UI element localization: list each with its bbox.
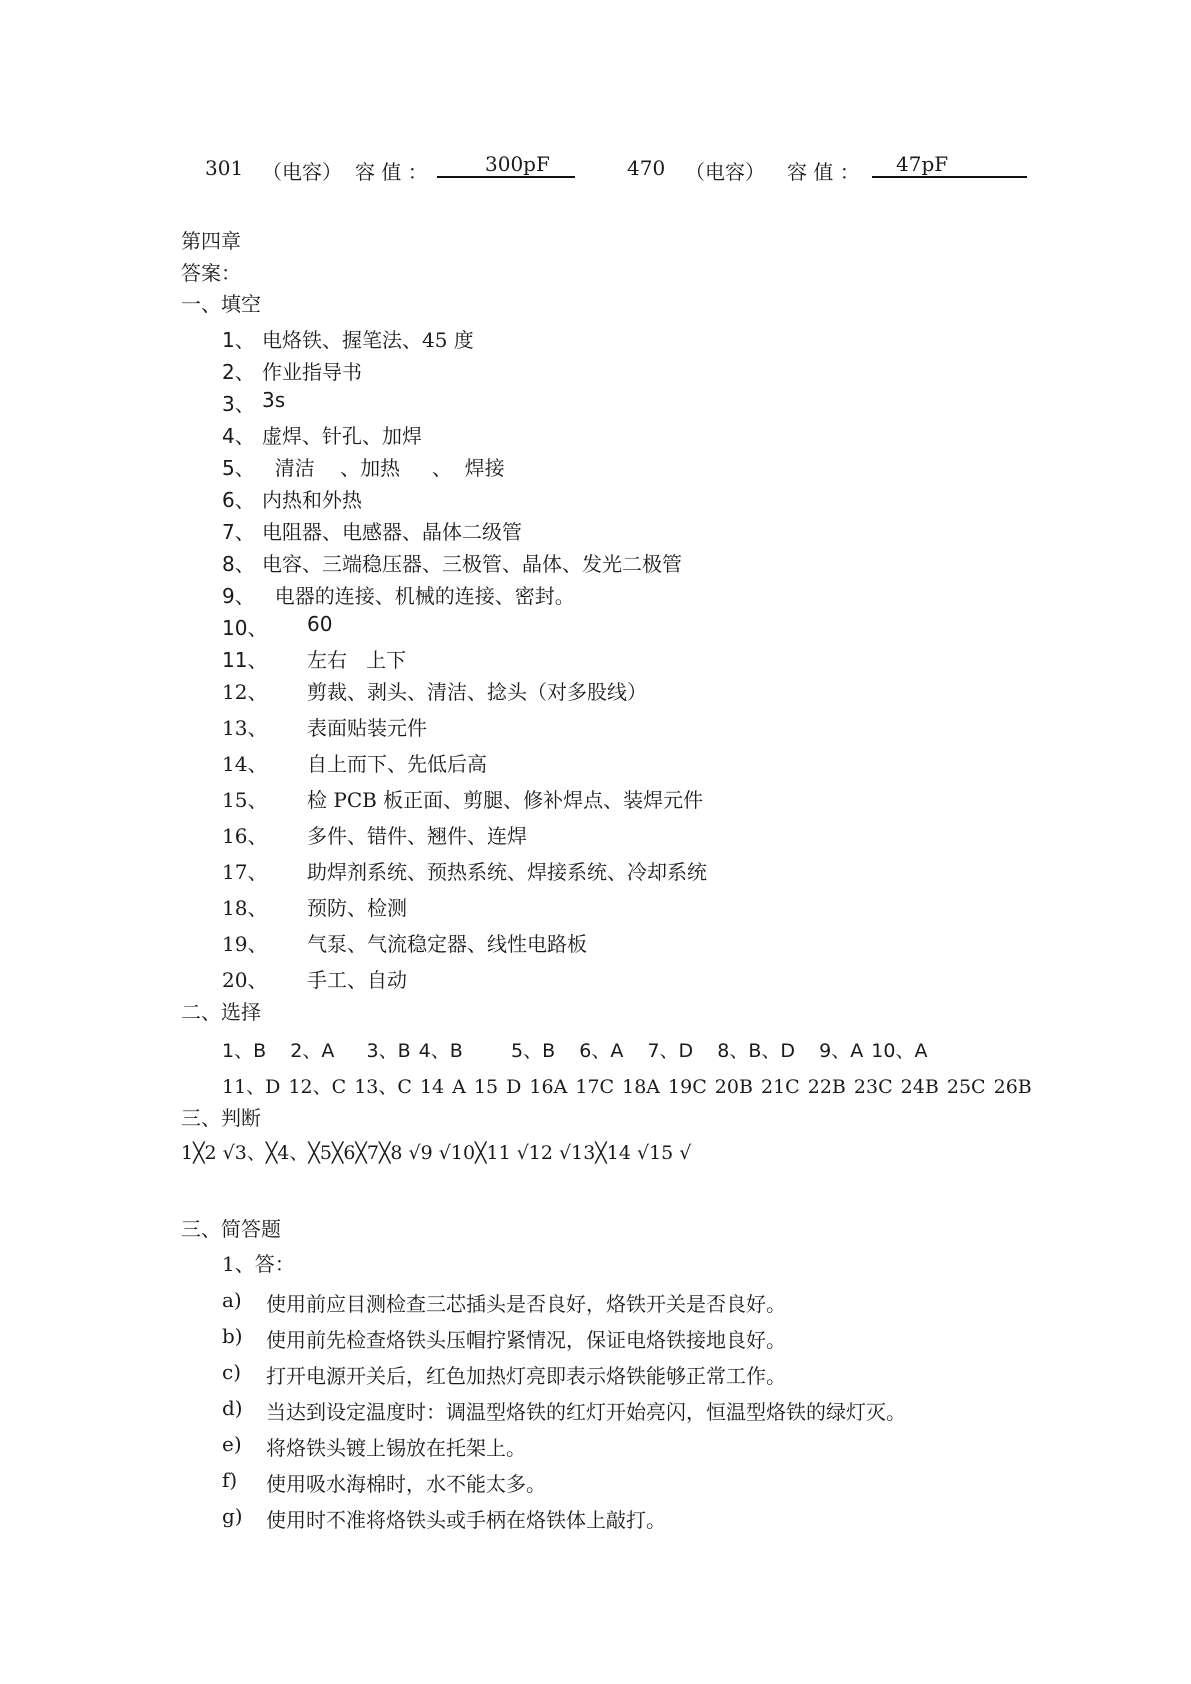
section-judge-title: 三、判断 [181,1106,261,1130]
item-letter: e) [222,1432,242,1456]
item-text: 手工、自动 [307,968,407,992]
capacitor-line [0,152,1191,188]
item-text: 助焊剂系统、预热系统、焊接系统、冷却系统 [307,860,707,884]
item-text: 使用前应目测检查三芯插头是否良好，烙铁开关是否良好。 [266,1292,786,1316]
cap1-code: 301 [205,156,244,180]
item-number: 14、 [222,752,268,776]
choice-answers-line-1: 1、B 2、A 3、B 4、B 5、B 6、A 7、D 8、B、D 9、A 10、A [222,1040,928,1062]
item-number: 4、 [222,424,255,448]
item-text: 电容、三端稳压器、三极管、晶体、发光二极管 [262,552,682,576]
item-number: 19、 [222,932,268,956]
item-text: 左右 上下 [307,648,407,672]
chapter-title: 第四章 [181,229,241,253]
item-letter: g) [222,1504,243,1528]
item-letter: b) [222,1324,243,1348]
list-item [0,784,1191,814]
list-item [0,484,1191,514]
cap2-label: 容 值 ： [787,160,860,184]
list-item [0,356,1191,386]
item-number: 13、 [222,716,268,740]
judge-answers-line: 1╳2 √3、╳4、╳5╳6╳7╳8 √9 √10╳11 √12 √13╳14 √15 √ [181,1142,692,1164]
item-number: 7、 [222,520,255,544]
list-item [0,964,1191,994]
cap1-type: （电容） [262,160,342,184]
list-item [0,548,1191,578]
item-number: 20、 [222,968,268,992]
cap2-value-field [872,152,1027,178]
item-letter: a) [222,1288,242,1312]
list-item [0,820,1191,850]
list-item [0,748,1191,778]
cap2-type: （电容） [685,160,765,184]
item-text: 电阻器、电感器、晶体二级管 [262,520,522,544]
list-item [0,1360,1191,1390]
list-item [0,1288,1191,1318]
item-number: 17、 [222,860,268,884]
answers-label: 答案： [181,261,241,285]
item-number: 12、 [222,680,268,704]
item-text: 气泵、气流稳定器、线性电路板 [307,932,587,956]
item-text: 3s [262,388,286,412]
list-item [0,676,1191,706]
item-number: 6、 [222,488,255,512]
item-number: 2、 [222,360,255,384]
list-item [0,1432,1191,1462]
choice-answers-line-2: 11、D 12、C 13、C 14 A 15 D 16A 17C 18A 19C 20B 21C 22B 23C 24B 25C 26B [222,1076,1032,1098]
list-item [0,928,1191,958]
list-item [0,644,1191,674]
list-item [0,1468,1191,1498]
item-text: 打开电源开关后，红色加热灯亮即表示烙铁能够正常工作。 [266,1364,786,1388]
item-text: 表面贴装元件 [307,716,427,740]
list-item [0,388,1191,418]
item-letter: d) [222,1396,243,1420]
list-item [0,1504,1191,1534]
list-item [0,1324,1191,1354]
cap1-label: 容 值 ： [355,160,428,184]
cap2-code: 470 [627,156,666,180]
list-item [0,892,1191,922]
item-number: 16、 [222,824,268,848]
item-number: 10、 [222,616,268,640]
section-choice-title: 二、选择 [181,1000,261,1024]
item-text: 检 PCB 板正面、剪腿、修补焊点、装焊元件 [307,788,704,812]
item-letter: f) [222,1468,238,1492]
item-text: 多件、错件、翘件、连焊 [307,824,527,848]
item-text: 作业指导书 [262,360,362,384]
section-short-title: 三、简答题 [181,1217,281,1241]
item-text: 将烙铁头镀上锡放在托架上。 [266,1436,526,1460]
item-text: 预防、检测 [307,896,407,920]
list-item [0,612,1191,642]
item-number: 8、 [222,552,255,576]
item-number: 15、 [222,788,268,812]
item-number: 5、 [222,456,255,480]
item-text: 使用吸水海棉时，水不能太多。 [266,1472,546,1496]
list-item [0,516,1191,546]
item-text: 自上而下、先低后高 [307,752,487,776]
item-number: 9、 [222,584,255,608]
cap1-value-field [437,152,575,178]
item-letter: c) [222,1360,242,1384]
item-number: 11、 [222,648,268,672]
item-text: 使用时不准将烙铁头或手柄在烙铁体上敲打。 [266,1508,666,1532]
list-item [0,1396,1191,1426]
cap1-value: 300pF [485,152,550,176]
section-fill-title: 一、填空 [181,292,261,316]
item-number: 3、 [222,392,255,416]
list-item [0,712,1191,742]
short-question-label: 1、答： [222,1252,295,1276]
cap2-value: 47pF [896,152,949,176]
list-item [0,856,1191,886]
item-text: 清洁 、加热 、 焊接 [262,456,505,480]
item-text: 使用前先检查烙铁头压帽拧紧情况，保证电烙铁接地良好。 [266,1328,786,1352]
list-item [0,420,1191,450]
list-item [0,580,1191,610]
item-text: 虚焊、针孔、加焊 [262,424,422,448]
item-number: 18、 [222,896,268,920]
list-item [0,324,1191,354]
item-text: 电器的连接、机械的连接、密封。 [262,584,575,608]
item-text: 内热和外热 [262,488,362,512]
item-text: 60 [307,612,333,636]
item-text: 电烙铁、握笔法、45 度 [262,328,474,352]
item-text: 剪裁、剥头、清洁、捻头（对多股线） [307,680,647,704]
list-item [0,452,1191,482]
item-number: 1、 [222,328,255,352]
item-text: 当达到设定温度时：调温型烙铁的红灯开始亮闪，恒温型烙铁的绿灯灭。 [266,1400,906,1424]
